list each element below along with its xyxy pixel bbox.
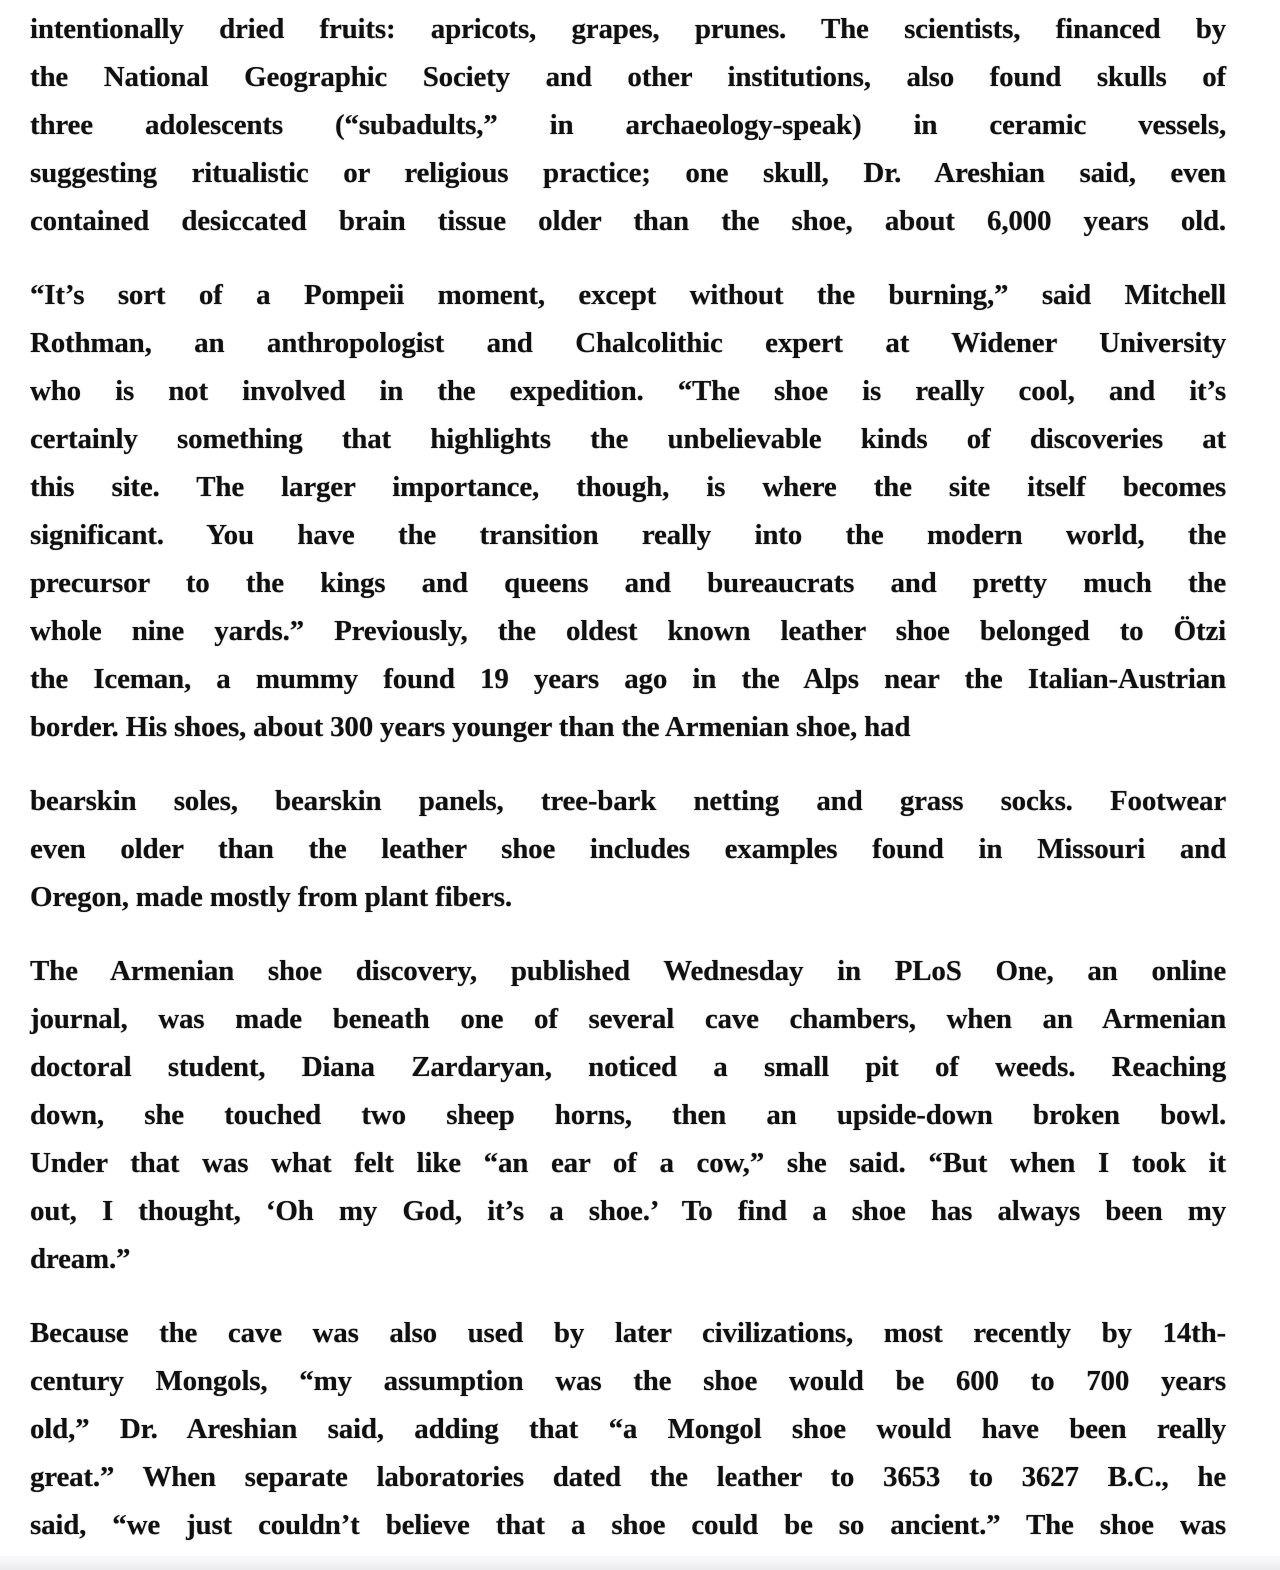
text-line: said, “we just couldn’t believe that a shoe could be so ancient.” The shoe was [30, 1509, 1226, 1541]
text-line: significant. You have the transition really into the modern world, the [30, 519, 1226, 551]
text-line: down, she touched two sheep horns, then an upside-down broken bowl. [30, 1099, 1226, 1131]
text-line: border. His shoes, about 300 years younger than the Armenian shoe, had [30, 711, 911, 743]
text-line: even older than the leather shoe includes examples found in Missouri and [30, 833, 1226, 865]
text-line: Under that was what felt like “an ear of a cow,” she said. “But when I took it [30, 1147, 1226, 1179]
text-line: century Mongols, “my assumption was the shoe would be 600 to 700 years [30, 1365, 1226, 1397]
text-line: three adolescents (“subadults,” in archaeology-speak) in ceramic vessels, [30, 109, 1226, 141]
text-line: “It’s sort of a Pompeii moment, except without the burning,” said Mitchell [30, 279, 1226, 311]
text-line: contained desiccated brain tissue older than the shoe, about 6,000 years old. [30, 205, 1226, 237]
paragraph [30, 1309, 1226, 1549]
text-line: great.” When separate laboratories dated the leather to 3653 to 3627 B.C., he [30, 1461, 1226, 1493]
text-line: out, I thought, ‘Oh my God, it’s a shoe.’ To find a shoe has always been my [30, 1195, 1226, 1227]
bottom-edge-strip [0, 1556, 1280, 1570]
text-line: certainly something that highlights the unbelievable kinds of discoveries at [30, 423, 1226, 455]
text-line: precursor to the kings and queens and bureaucrats and pretty much the [30, 567, 1226, 599]
text-line: the Iceman, a mummy found 19 years ago in the Alps near the Italian-Austrian [30, 663, 1226, 695]
text-line: intentionally dried fruits: apricots, grapes, prunes. The scientists, financed by [30, 13, 1226, 45]
paragraph [30, 5, 1226, 245]
paragraph [30, 777, 1226, 921]
text-line: doctoral student, Diana Zardaryan, noticed a small pit of weeds. Reaching [30, 1051, 1226, 1083]
text-line: old,” Dr. Areshian said, adding that “a Mongol shoe would have been really [30, 1413, 1226, 1445]
paragraph [30, 271, 1226, 751]
text-line: Oregon, made mostly from plant fibers. [30, 881, 512, 913]
text-line: this site. The larger importance, though, is where the site itself becomes [30, 471, 1226, 503]
text-line: Because the cave was also used by later civilizations, most recently by 14th- [30, 1317, 1226, 1349]
text-line: whole nine yards.” Previously, the oldest known leather shoe belonged to Ötzi [30, 615, 1226, 647]
text-line: suggesting ritualistic or religious practice; one skull, Dr. Areshian said, even [30, 157, 1226, 189]
text-line: Rothman, an anthropologist and Chalcolithic expert at Widener University [30, 327, 1226, 359]
text-line: the National Geographic Society and other institutions, also found skulls of [30, 61, 1226, 93]
text-line: bearskin soles, bearskin panels, tree-bark netting and grass socks. Footwear [30, 785, 1226, 817]
text-line: who is not involved in the expedition. “The shoe is really cool, and it’s [30, 375, 1226, 407]
text-line: dream.” [30, 1243, 131, 1275]
paragraph [30, 947, 1226, 1283]
text-line: The Armenian shoe discovery, published Wednesday in PLoS One, an online [30, 955, 1226, 987]
text-line: journal, was made beneath one of several cave chambers, when an Armenian [30, 1003, 1226, 1035]
